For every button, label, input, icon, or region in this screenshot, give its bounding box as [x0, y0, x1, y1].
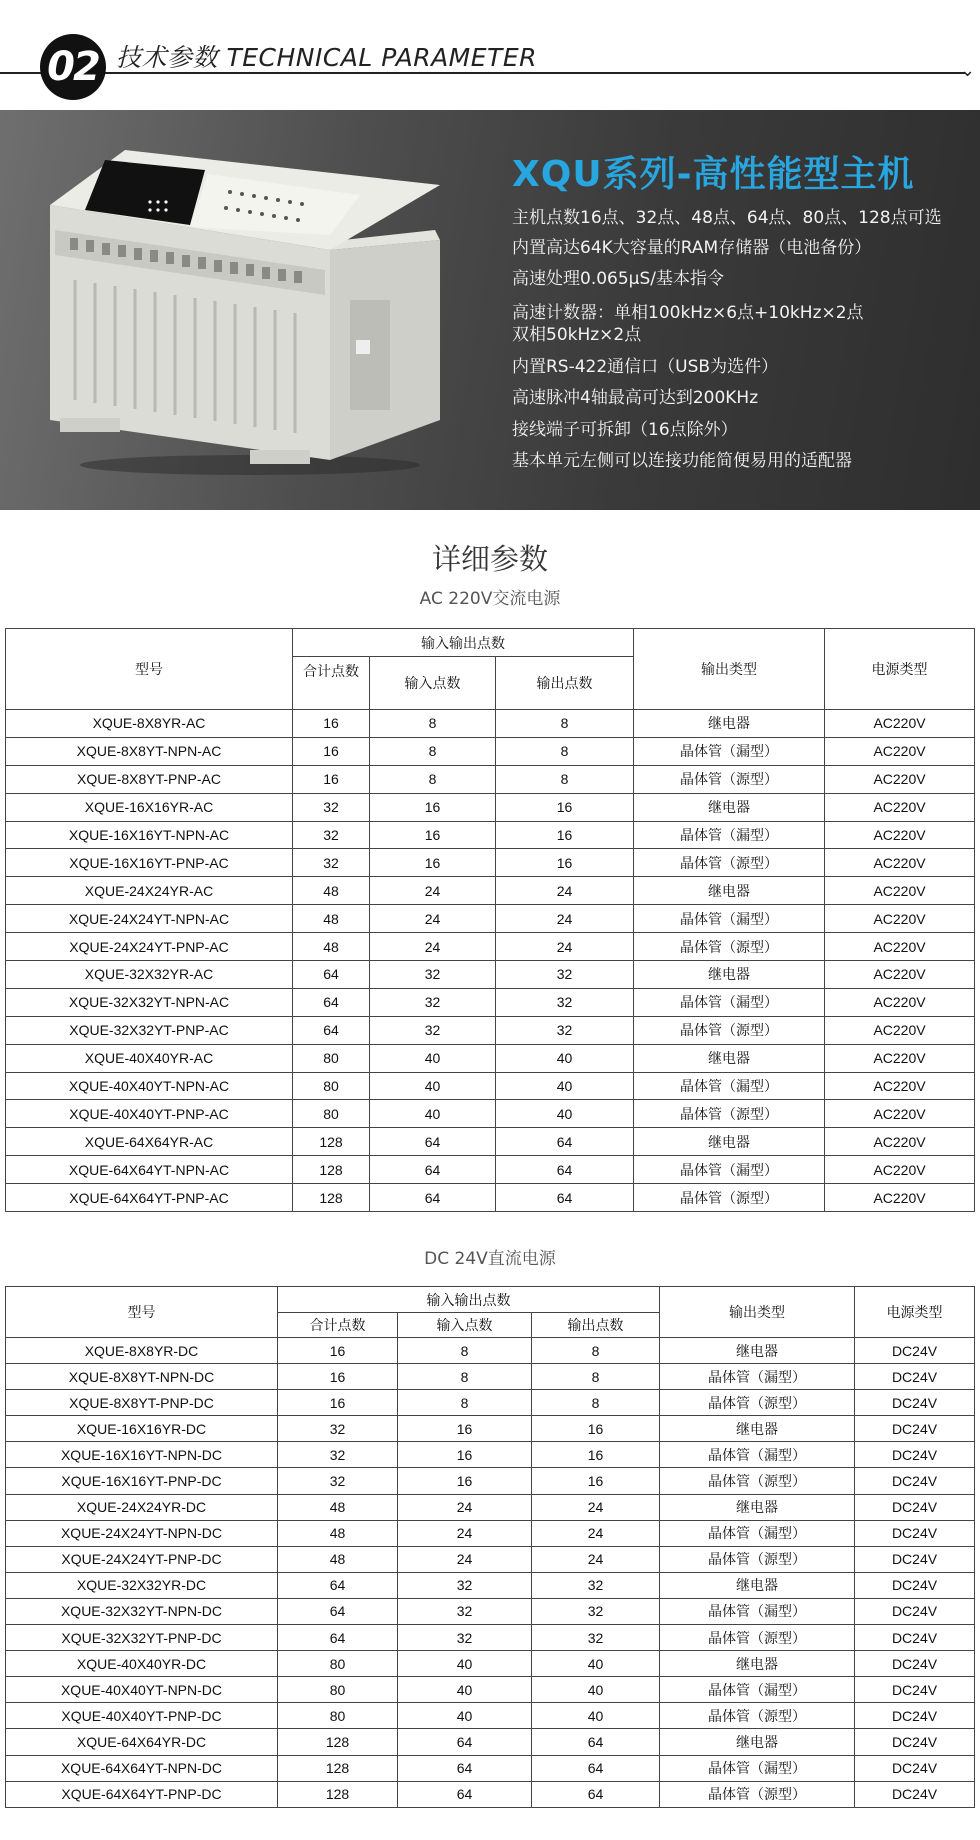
cell-outputs: 8 [532, 1338, 660, 1364]
cell-power-type: AC220V [825, 1100, 975, 1128]
cell-total: 80 [293, 1044, 370, 1072]
cell-total: 16 [293, 710, 370, 738]
section-title: 技术参数 TECHNICAL PARAMETER [116, 43, 537, 72]
table-row [6, 1416, 975, 1442]
cell-outputs: 40 [532, 1677, 660, 1703]
cell-total: 32 [293, 821, 370, 849]
cell-power-type: AC220V [825, 1156, 975, 1184]
cell-output-type: 继电器 [660, 1729, 855, 1755]
cell-output-type: 继电器 [634, 710, 825, 738]
cell-outputs: 16 [496, 821, 634, 849]
cell-inputs: 24 [398, 1520, 532, 1546]
cell-power-type: AC220V [825, 961, 975, 989]
cell-total: 48 [293, 877, 370, 905]
cell-outputs: 64 [496, 1128, 634, 1156]
cell-power-type: DC24V [855, 1390, 975, 1416]
cell-model: XQUE-32X32YT-PNP-AC [6, 1016, 293, 1044]
cell-total: 16 [278, 1364, 398, 1390]
cell-output-type: 晶体管（源型） [634, 1184, 825, 1212]
col-header-io-points: 输入输出点数 [293, 629, 634, 657]
table-row [6, 1494, 975, 1520]
cell-total: 16 [293, 737, 370, 765]
table-row [6, 1390, 975, 1416]
cell-total: 32 [293, 849, 370, 877]
section-number-badge: 02 [40, 34, 106, 100]
cell-outputs: 64 [496, 1184, 634, 1212]
table-row [6, 1156, 975, 1184]
cell-inputs: 8 [370, 737, 496, 765]
cell-outputs: 8 [532, 1390, 660, 1416]
cell-inputs: 24 [370, 933, 496, 961]
cell-inputs: 16 [398, 1442, 532, 1468]
cell-inputs: 64 [370, 1184, 496, 1212]
cell-total: 64 [293, 1016, 370, 1044]
cell-model: XQUE-64X64YR-AC [6, 1128, 293, 1156]
chevron-down-icon: ⌄ [960, 60, 976, 81]
cell-outputs: 24 [496, 933, 634, 961]
cell-power-type: DC24V [855, 1651, 975, 1677]
table-row [6, 1468, 975, 1494]
cell-power-type: AC220V [825, 737, 975, 765]
cell-outputs: 16 [496, 849, 634, 877]
cell-model: XQUE-32X32YT-NPN-DC [6, 1598, 278, 1624]
cell-outputs: 32 [496, 988, 634, 1016]
table-row [6, 933, 975, 961]
table-row [6, 1128, 975, 1156]
cell-model: XQUE-16X16YR-AC [6, 793, 293, 821]
cell-output-type: 晶体管（源型） [660, 1703, 855, 1729]
cell-model: XQUE-40X40YR-DC [6, 1651, 278, 1677]
cell-power-type: DC24V [855, 1703, 975, 1729]
cell-power-type: DC24V [855, 1338, 975, 1364]
cell-total: 48 [278, 1546, 398, 1572]
cell-total: 64 [293, 988, 370, 1016]
cell-model: XQUE-64X64YT-NPN-DC [6, 1755, 278, 1781]
col-header-io-points: 输入输出点数 [278, 1287, 660, 1313]
cell-power-type: AC220V [825, 1044, 975, 1072]
col-header-inputs: 输入点数 [370, 657, 496, 710]
col-header-power-type: 电源类型 [855, 1287, 975, 1338]
cell-inputs: 64 [370, 1128, 496, 1156]
cell-inputs: 8 [370, 765, 496, 793]
ac-spec-table [5, 628, 975, 1212]
table-row [6, 1625, 975, 1651]
cell-inputs: 64 [370, 1156, 496, 1184]
cell-model: XQUE-24X24YT-PNP-DC [6, 1546, 278, 1572]
table-row [6, 1442, 975, 1468]
cell-total: 80 [278, 1651, 398, 1677]
cell-output-type: 继电器 [634, 793, 825, 821]
cell-outputs: 8 [496, 737, 634, 765]
cell-inputs: 16 [370, 793, 496, 821]
dc-spec-table [5, 1286, 975, 1808]
cell-inputs: 32 [370, 988, 496, 1016]
cell-output-type: 继电器 [634, 877, 825, 905]
cell-output-type: 晶体管（源型） [634, 1016, 825, 1044]
cell-inputs: 32 [370, 1016, 496, 1044]
cell-outputs: 32 [496, 1016, 634, 1044]
col-header-model: 型号 [6, 629, 293, 710]
plc-product-image [30, 130, 450, 480]
cell-output-type: 晶体管（漏型） [660, 1520, 855, 1546]
cell-total: 128 [278, 1781, 398, 1807]
cell-total: 16 [278, 1338, 398, 1364]
cell-outputs: 32 [532, 1572, 660, 1598]
table-row [6, 1781, 975, 1807]
cell-outputs: 64 [532, 1781, 660, 1807]
cell-model: XQUE-24X24YR-AC [6, 877, 293, 905]
cell-power-type: DC24V [855, 1729, 975, 1755]
cell-model: XQUE-40X40YT-PNP-DC [6, 1703, 278, 1729]
cell-outputs: 16 [496, 793, 634, 821]
cell-outputs: 16 [532, 1468, 660, 1494]
cell-power-type: DC24V [855, 1546, 975, 1572]
cell-inputs: 40 [398, 1703, 532, 1729]
cell-model: XQUE-8X8YT-NPN-DC [6, 1364, 278, 1390]
table-row [6, 1703, 975, 1729]
cell-output-type: 晶体管（漏型） [634, 737, 825, 765]
cell-output-type: 晶体管（源型） [634, 933, 825, 961]
table-row [6, 1546, 975, 1572]
cell-inputs: 64 [398, 1755, 532, 1781]
cell-output-type: 继电器 [660, 1651, 855, 1677]
cell-model: XQUE-24X24YT-NPN-DC [6, 1520, 278, 1546]
dc-table-body [6, 1338, 975, 1808]
cell-total: 64 [293, 961, 370, 989]
cell-total: 48 [293, 933, 370, 961]
cell-model: XQUE-8X8YT-PNP-DC [6, 1390, 278, 1416]
table-row [6, 1016, 975, 1044]
cell-total: 32 [293, 793, 370, 821]
cell-outputs: 8 [532, 1364, 660, 1390]
cell-total: 48 [278, 1494, 398, 1520]
table-row [6, 1677, 975, 1703]
col-header-model: 型号 [6, 1287, 278, 1338]
cell-inputs: 24 [398, 1494, 532, 1520]
feature-line: 基本单元左侧可以连接功能简便易用的适配器 [512, 451, 852, 471]
col-header-total: 合计点数 [278, 1313, 398, 1338]
cell-model: XQUE-8X8YT-NPN-AC [6, 737, 293, 765]
cell-output-type: 晶体管（源型） [634, 849, 825, 877]
cell-output-type: 晶体管（漏型） [634, 821, 825, 849]
cell-output-type: 晶体管（漏型） [634, 1156, 825, 1184]
cell-model: XQUE-40X40YT-PNP-AC [6, 1100, 293, 1128]
col-header-outputs: 输出点数 [532, 1313, 660, 1338]
cell-total: 80 [278, 1677, 398, 1703]
table-row [6, 961, 975, 989]
table-row [6, 905, 975, 933]
cell-output-type: 晶体管（漏型） [660, 1755, 855, 1781]
table-row [6, 1755, 975, 1781]
cell-total: 16 [293, 765, 370, 793]
cell-total: 128 [293, 1184, 370, 1212]
cell-outputs: 16 [532, 1442, 660, 1468]
cell-inputs: 8 [370, 710, 496, 738]
table-row [6, 1651, 975, 1677]
cell-outputs: 8 [496, 710, 634, 738]
cell-outputs: 64 [532, 1729, 660, 1755]
cell-power-type: DC24V [855, 1572, 975, 1598]
table-row [6, 710, 975, 738]
cell-model: XQUE-32X32YT-PNP-DC [6, 1625, 278, 1651]
cell-outputs: 16 [532, 1416, 660, 1442]
cell-total: 16 [278, 1390, 398, 1416]
cell-model: XQUE-64X64YT-PNP-DC [6, 1781, 278, 1807]
cell-total: 32 [278, 1416, 398, 1442]
cell-total: 32 [278, 1442, 398, 1468]
cell-total: 48 [293, 905, 370, 933]
table-row [6, 737, 975, 765]
cell-output-type: 继电器 [660, 1338, 855, 1364]
table-row [6, 877, 975, 905]
feature-line: 双相50kHz×2点 [512, 325, 642, 345]
cell-total: 128 [278, 1729, 398, 1755]
col-header-outputs: 输出点数 [496, 657, 634, 710]
cell-model: XQUE-16X16YR-DC [6, 1416, 278, 1442]
cell-output-type: 继电器 [634, 1128, 825, 1156]
cell-model: XQUE-64X64YT-PNP-AC [6, 1184, 293, 1212]
cell-power-type: AC220V [825, 988, 975, 1016]
cell-output-type: 晶体管（源型） [660, 1390, 855, 1416]
table-row [6, 821, 975, 849]
cell-model: XQUE-32X32YT-NPN-AC [6, 988, 293, 1016]
cell-model: XQUE-24X24YR-DC [6, 1494, 278, 1520]
cell-outputs: 24 [532, 1520, 660, 1546]
table-row [6, 1598, 975, 1624]
cell-inputs: 8 [398, 1364, 532, 1390]
cell-outputs: 64 [496, 1156, 634, 1184]
cell-inputs: 40 [370, 1100, 496, 1128]
ac-table-body [6, 710, 975, 1212]
table-row [6, 988, 975, 1016]
cell-power-type: AC220V [825, 1016, 975, 1044]
dc-table-subtitle: DC 24V直流电源 [424, 1249, 556, 1269]
cell-power-type: AC220V [825, 905, 975, 933]
feature-line: 内置高达64K大容量的RAM存储器（电池备份） [512, 238, 872, 258]
cell-power-type: DC24V [855, 1468, 975, 1494]
cell-power-type: DC24V [855, 1416, 975, 1442]
cell-inputs: 32 [398, 1598, 532, 1624]
cell-outputs: 24 [532, 1494, 660, 1520]
cell-inputs: 16 [398, 1416, 532, 1442]
cell-output-type: 继电器 [660, 1572, 855, 1598]
cell-model: XQUE-8X8YT-PNP-AC [6, 765, 293, 793]
cell-inputs: 64 [398, 1781, 532, 1807]
cell-model: XQUE-40X40YT-NPN-DC [6, 1677, 278, 1703]
cell-output-type: 晶体管（源型） [660, 1625, 855, 1651]
cell-inputs: 40 [398, 1651, 532, 1677]
table-row [6, 1729, 975, 1755]
cell-model: XQUE-16X16YT-PNP-DC [6, 1468, 278, 1494]
cell-power-type: DC24V [855, 1364, 975, 1390]
cell-model: XQUE-40X40YR-AC [6, 1044, 293, 1072]
cell-power-type: DC24V [855, 1598, 975, 1624]
table-row [6, 1044, 975, 1072]
cell-power-type: DC24V [855, 1494, 975, 1520]
cell-output-type: 晶体管（漏型） [660, 1442, 855, 1468]
feature-line: 主机点数16点、32点、48点、64点、80点、128点可选 [512, 208, 942, 228]
cell-model: XQUE-24X24YT-NPN-AC [6, 905, 293, 933]
cell-model: XQUE-8X8YR-DC [6, 1338, 278, 1364]
cell-inputs: 24 [398, 1546, 532, 1572]
cell-output-type: 晶体管（源型） [634, 1100, 825, 1128]
table-row [6, 849, 975, 877]
table-row [6, 765, 975, 793]
cell-inputs: 32 [398, 1572, 532, 1598]
cell-outputs: 40 [496, 1044, 634, 1072]
cell-power-type: AC220V [825, 1072, 975, 1100]
cell-inputs: 16 [370, 849, 496, 877]
cell-total: 80 [278, 1703, 398, 1729]
table-row [6, 1184, 975, 1212]
feature-line: 内置RS-422通信口（USB为选件） [512, 357, 779, 377]
table-row [6, 1338, 975, 1364]
cell-total: 128 [293, 1156, 370, 1184]
cell-output-type: 晶体管（漏型） [660, 1598, 855, 1624]
table-row [6, 1072, 975, 1100]
cell-output-type: 晶体管（漏型） [634, 988, 825, 1016]
cell-model: XQUE-24X24YT-PNP-AC [6, 933, 293, 961]
cell-power-type: DC24V [855, 1520, 975, 1546]
table-row [6, 1100, 975, 1128]
cell-model: XQUE-16X16YT-PNP-AC [6, 849, 293, 877]
cell-output-type: 晶体管（源型） [660, 1468, 855, 1494]
cell-total: 48 [278, 1520, 398, 1546]
cell-inputs: 40 [398, 1677, 532, 1703]
cell-power-type: AC220V [825, 710, 975, 738]
cell-model: XQUE-64X64YT-NPN-AC [6, 1156, 293, 1184]
col-header-output-type: 输出类型 [634, 629, 825, 710]
table-row [6, 1572, 975, 1598]
cell-model: XQUE-40X40YT-NPN-AC [6, 1072, 293, 1100]
table-row [6, 793, 975, 821]
feature-line: 高速处理0.065μS/基本指令 [512, 269, 725, 289]
cell-power-type: AC220V [825, 821, 975, 849]
cell-outputs: 8 [496, 765, 634, 793]
details-title: 详细参数 [431, 542, 548, 576]
col-header-inputs: 输入点数 [398, 1313, 532, 1338]
feature-line: 高速计数器：单相100kHz×6点+10kHz×2点 [512, 303, 864, 323]
cell-total: 80 [293, 1100, 370, 1128]
cell-outputs: 32 [532, 1598, 660, 1624]
cell-outputs: 40 [496, 1100, 634, 1128]
table-row [6, 1364, 975, 1390]
cell-power-type: AC220V [825, 1184, 975, 1212]
cell-output-type: 晶体管（漏型） [660, 1677, 855, 1703]
cell-power-type: DC24V [855, 1755, 975, 1781]
cell-inputs: 24 [370, 877, 496, 905]
ac-table-subtitle: AC 220V交流电源 [419, 589, 561, 609]
feature-line: 接线端子可拆卸（16点除外） [512, 420, 738, 440]
cell-output-type: 继电器 [660, 1494, 855, 1520]
section-header [0, 0, 980, 110]
cell-total: 64 [278, 1625, 398, 1651]
cell-model: XQUE-16X16YT-NPN-AC [6, 821, 293, 849]
cell-power-type: DC24V [855, 1677, 975, 1703]
cell-outputs: 64 [532, 1755, 660, 1781]
cell-total: 64 [278, 1572, 398, 1598]
feature-line: 高速脉冲4轴最高可达到200KHz [512, 388, 759, 408]
cell-inputs: 32 [370, 961, 496, 989]
cell-total: 128 [293, 1128, 370, 1156]
cell-outputs: 24 [496, 905, 634, 933]
cell-outputs: 32 [532, 1625, 660, 1651]
cell-inputs: 16 [398, 1468, 532, 1494]
cell-power-type: DC24V [855, 1625, 975, 1651]
cell-power-type: DC24V [855, 1781, 975, 1807]
cell-inputs: 40 [370, 1044, 496, 1072]
cell-outputs: 40 [496, 1072, 634, 1100]
cell-output-type: 晶体管（漏型） [634, 1072, 825, 1100]
cell-model: XQUE-16X16YT-NPN-DC [6, 1442, 278, 1468]
cell-inputs: 40 [370, 1072, 496, 1100]
cell-output-type: 继电器 [660, 1416, 855, 1442]
cell-power-type: DC24V [855, 1442, 975, 1468]
cell-model: XQUE-8X8YR-AC [6, 710, 293, 738]
cell-total: 128 [278, 1755, 398, 1781]
cell-output-type: 晶体管（漏型） [634, 905, 825, 933]
cell-power-type: AC220V [825, 1128, 975, 1156]
cell-power-type: AC220V [825, 877, 975, 905]
cell-outputs: 40 [532, 1651, 660, 1677]
cell-output-type: 继电器 [634, 1044, 825, 1072]
col-header-total: 合计点数 [293, 657, 370, 710]
cell-power-type: AC220V [825, 849, 975, 877]
cell-outputs: 24 [532, 1546, 660, 1572]
cell-output-type: 继电器 [634, 961, 825, 989]
cell-power-type: AC220V [825, 793, 975, 821]
cell-inputs: 32 [398, 1625, 532, 1651]
cell-power-type: AC220V [825, 933, 975, 961]
cell-total: 32 [278, 1468, 398, 1494]
cell-output-type: 晶体管（漏型） [660, 1364, 855, 1390]
cell-output-type: 晶体管（源型） [660, 1546, 855, 1572]
cell-output-type: 晶体管（源型） [634, 765, 825, 793]
cell-model: XQUE-32X32YR-DC [6, 1572, 278, 1598]
cell-power-type: AC220V [825, 765, 975, 793]
cell-inputs: 64 [398, 1729, 532, 1755]
cell-output-type: 晶体管（源型） [660, 1781, 855, 1807]
cell-inputs: 24 [370, 905, 496, 933]
cell-inputs: 8 [398, 1338, 532, 1364]
cell-outputs: 40 [532, 1703, 660, 1729]
cell-model: XQUE-32X32YR-AC [6, 961, 293, 989]
cell-total: 64 [278, 1598, 398, 1624]
product-banner [0, 110, 980, 510]
col-header-power-type: 电源类型 [825, 629, 975, 710]
table-row [6, 1520, 975, 1546]
cell-outputs: 32 [496, 961, 634, 989]
cell-model: XQUE-64X64YR-DC [6, 1729, 278, 1755]
cell-inputs: 16 [370, 821, 496, 849]
cell-inputs: 8 [398, 1390, 532, 1416]
cell-total: 80 [293, 1072, 370, 1100]
banner-title: XQU系列-高性能型主机 [512, 154, 915, 195]
cell-outputs: 24 [496, 877, 634, 905]
col-header-output-type: 输出类型 [660, 1287, 855, 1338]
